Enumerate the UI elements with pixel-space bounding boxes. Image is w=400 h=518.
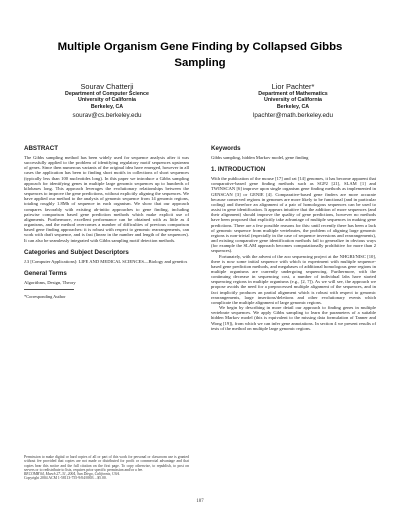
copyright-line: Copyright 2004 ACM 1-58113-755-9/04/0003 ...$5.00. xyxy=(24,476,107,481)
permission-notice xyxy=(24,455,189,481)
abstract-heading: ABSTRACT xyxy=(24,145,59,152)
categories-text: J.3 [Computer Applications]: LIFE AND MEDICAL SCIENCES—Biology and genetics xyxy=(24,258,188,264)
right-column xyxy=(211,145,376,331)
keywords-heading: Keywords xyxy=(211,145,241,152)
left-column xyxy=(24,145,189,299)
general-terms-text: Algorithms, Design, Theory xyxy=(24,279,76,285)
author-block xyxy=(22,82,378,130)
general-terms-heading: General Terms xyxy=(24,269,67,277)
introduction-heading: 1. INTRODUCTION xyxy=(211,166,266,174)
permission-text: Permission to make digital or hard copies of all or part of this work for personal or classroom use is granted without fee provided that copies are not made or distributed for profit or commercial advantage and that copies bear this notice and the full citation on the first page. To copy otherwise, to republish, to post on servers or to redistribute to lists, requires prior specific permission and/or a fee. xyxy=(24,455,189,472)
page-number: 187 xyxy=(196,499,204,504)
author-institution: University of California xyxy=(264,97,322,104)
author-2 xyxy=(208,82,378,120)
footnote-rule xyxy=(24,289,74,290)
keywords-text: Gibbs sampling, hidden Markov model, gene finding xyxy=(211,155,309,160)
author-1 xyxy=(22,82,192,120)
intro-paragraph: We begin by describing in more detail our approach to finding genes in multiple vertebrate sequences. We apply Gibbs sampling to learn the parameters of a suitable hidden Markov model (this is equivalent to the missing data formulation of Tanner and Wong [19]), from which we can infer gene annotations. In section 4 we present results of tests of the method on multiple large genomic regions. xyxy=(211,305,376,331)
intro-paragraph: Fortunately, with the advent of the zoo sequencing project at the NHGRI/NISC [10], there is now some initial sequence with which to experiment with multiple sequence-based gene prediction methods, and megabases of additional homologous gene regions in multiple organisms are currently undergoing sequencing. Furthermore, with the continuing decrease in sequencing cost, a number of individual labs have started sequencing regions in multiple organisms (e.g., [2, 7]). As we will see, the approach we propose avoids the need for a preprocessed multiple alignment of the sequences, and in fact implicitly produces an partial alignment which is robust with respect to genomic rearrangements, large insertions/deletions and other evolutionary events which complicate the multiple alignment of large genomic regions. xyxy=(211,253,376,305)
paper-title: Multiple Organism Gene Finding by Collapsed Gibbs Sampling xyxy=(57,41,343,69)
author-department: Department of Computer Science xyxy=(65,91,149,97)
intro-paragraph: With the publication of the mouse [17] and rat [14] genomes, it has become apparent that comparative-based gene finding methods such as SGP2 [21], SLAM [1] and TWINSCAN [6] improve upon single organism gene finding methods as implemented in GENSCAN [3] or GENIE [4]. Comparative-based gene finders are more accurate because conserved regions in genomes are more likely to be functional (and in particular coding) and therefore an alignment of a pair of homologous sequences can be used to assist in gene identification. It appears intuitive that the addition of more sequences (and their alignment) should improve the quality of gene predictions, however no methods have been proposed that explicitly take advantage of multiple sequences in making gene predictions. There are a few possible reasons for this: until recently there has been a lack of genomic sequence from multiple vertebrates, the problem of aligning large genomic regions is non-trivial (especially in the case of sequence inversions and rearrangements), and existing comparative gene identification methods fail to generalize in obvious ways (for example the SLAM approach becomes computationally prohibitive for more than 2 sequences). xyxy=(211,176,376,254)
author-email: lpachter@math.berkeley.edu xyxy=(252,112,334,120)
categories-heading: Categories and Subject Descriptors xyxy=(24,248,129,256)
author-city: Berkeley, CA xyxy=(90,103,124,110)
author-email: sourav@cs.berkeley.edu xyxy=(72,112,142,120)
author-name: Lior Pachter* xyxy=(271,82,315,91)
author-department: Department of Mathematics xyxy=(258,91,328,97)
venue-line: RECOMB'04, March 27–31, 2004, San Diego, California, USA. xyxy=(24,472,120,477)
author-city: Berkeley, CA xyxy=(276,103,310,110)
author-institution: University of California xyxy=(78,97,136,104)
corresponding-author-note: *Corresponding Author xyxy=(24,293,66,299)
abstract-text: The Gibbs sampling method has been widely used for sequence analysis after it was successfully applied to the problem of identifying regulatory motif sequences upstream of genes. Since then numerous variants of the original idea have emerged, however in all cases the application has been to finding short motifs in collections of short sequences (typically less than 100 nucleotides long). In this paper we introduce a Gibbs sampling approach for identifying genes in multiple large genomic sequences up to hundreds of kilobases long. This approach leverages the evolutionary relationships between the sequences to improve the gene predictions, without explicitly aligning the sequences. We have applied our method to the analysis of genomic sequence from 14 genomic regions, totaling roughly 1.8Mb of sequence in each organism. We show that our approach compares favorably with existing ab-initio approaches to gene finding, including pairwise comparison based gene prediction methods which make explicit use of alignments. Furthermore, excellent performance can be obtained with as little as 4 organisms, and the method overcomes a number of difficulties of previous comparison based gene finding approaches: it is robust with respect to genomic rearrangements, can work with draft sequence, and is fast (linear in the number and length of the sequences). It can also be seamlessly integrated with Gibbs sampling motif detection methods. xyxy=(24,155,189,243)
author-name: Sourav Chatterji xyxy=(80,82,134,91)
